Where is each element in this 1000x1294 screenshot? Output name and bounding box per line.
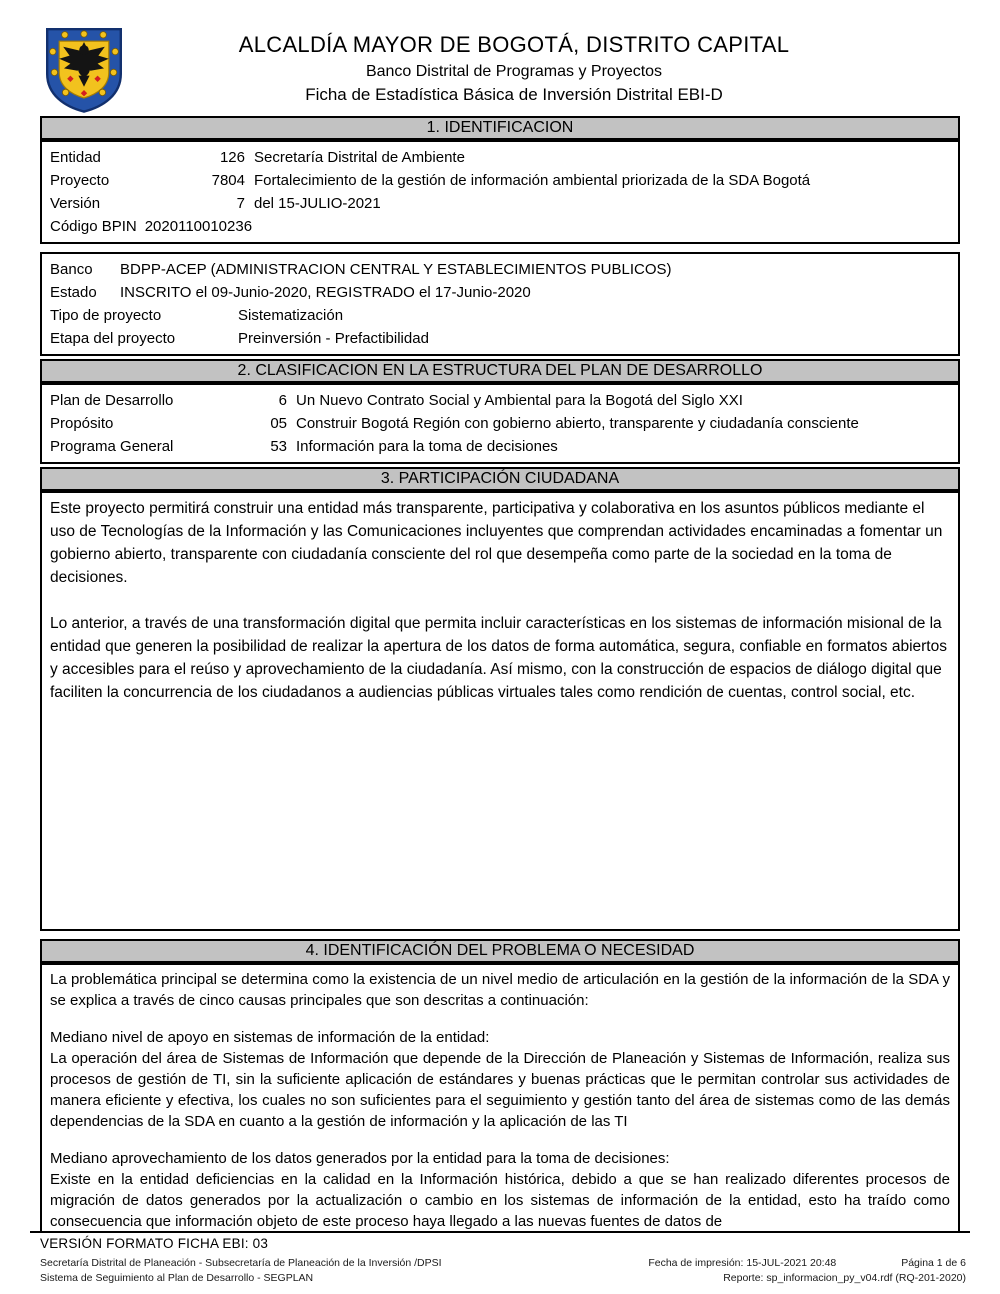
section-4-header: 4. IDENTIFICACIÓN DEL PROBLEMA O NECESIDAD	[40, 939, 960, 963]
classification-box	[40, 383, 960, 464]
cause-1-title: Mediano nivel de apoyo en sistemas de información de la entidad:	[50, 1029, 490, 1046]
section-1-header: 1. IDENTIFICACION	[40, 116, 960, 140]
programa-general-label: Programa General	[50, 438, 174, 455]
banco-row	[50, 258, 950, 281]
footer-right-block	[648, 1256, 966, 1286]
cause-1-text: La operación del área de Sistemas de Información que depende de la Dirección de Planeación y Sistemas de Información, realiza sus procesos de gestión de TI, sin la suficiente aplicación de estándares y buenas prácticas que le permitan controlar sus actividades de manera eficiente y efectiva, los cuales no son suficientes para el seguimiento y gestión tanto del área de sistemas como de las demás dependencias de la SDA en cuanto a la gestión de información y la aplicación de las TI	[50, 1050, 950, 1130]
banco-value: BDPP-ACEP (ADMINISTRACION CENTRAL Y ESTABLECIMIENTOS PUBLICOS)	[120, 261, 672, 278]
tipo-proyecto-label: Tipo de proyecto	[50, 307, 162, 324]
section-3-header: 3. PARTICIPACIÓN CIUDADANA	[40, 467, 960, 491]
footer-print-date: Fecha de impresión: 15-JUL-2021 20:48	[648, 1257, 837, 1269]
citizen-participation-box	[40, 491, 960, 931]
plan-desarrollo-label: Plan de Desarrollo	[50, 392, 174, 409]
footer-system-line: Sistema de Seguimiento al Plan de Desarrollo - SEGPLAN	[40, 1272, 314, 1284]
participation-paragraph-1: Este proyecto permitirá construir una entidad más transparente, participativa y colaborativa en los asuntos públicos mediante el uso de Tecnologías de la Información y las Comunicaciones incluyentes que comprendan actividades encaminadas a fomentar un gobierno abierto, transparente con ciudadanía consciente del rol que desempeña como parte de la sociedad en la toma de decisiones.	[50, 500, 943, 586]
document-titles	[128, 26, 960, 110]
proyecto-label: Proyecto	[50, 172, 110, 189]
problem-intro: La problemática principal se determina como la existencia de un nivel medio de articulación en la gestión de la información de la SDA y se explica a través de cinco causas principales que son descritas a continuación:	[50, 971, 950, 1009]
proyecto-value: Fortalecimiento de la gestión de información ambiental priorizada de la SDA Bogotá	[254, 172, 811, 189]
programa-general-value: Información para la toma de decisiones	[296, 438, 558, 455]
section-2-header: 2. CLASIFICACION EN LA ESTRUCTURA DEL PLAN DE DESARROLLO	[40, 359, 960, 383]
proposito-label: Propósito	[50, 415, 114, 432]
proposito-code: 05	[270, 415, 287, 432]
footer-entity-line: Secretaría Distrital de Planeación - Subsecretaría de Planeación de la Inversión /DPSI	[40, 1257, 442, 1269]
proyecto-code: 7804	[211, 172, 245, 189]
document-subtitle-1: Banco Distrital de Programas y Proyectos	[365, 63, 663, 80]
participation-paragraph-2: Lo anterior, a través de una transformación digital que permita incluir características en los sistemas de información misional de la entidad que generen la posibilidad de realizar la apertura de los datos de forma automática, segura, confiable en formatos abiertos y accesibles para el reúso y aprovechamiento de la ciudadanía. Así mismo, con la construcción de espacios de diálogo digital que faciliten la concurrencia de los ciudadanos a audiencias públicas virtuales tales como rendición de cuentas, control social, etc.	[50, 615, 947, 701]
entidad-row	[50, 146, 950, 169]
version-value: del 15-JULIO-2021	[254, 195, 381, 212]
page-footer	[30, 1231, 970, 1286]
etapa-proyecto-label: Etapa del proyecto	[50, 330, 176, 347]
plan-desarrollo-code: 6	[278, 392, 287, 409]
footer-report-name: Reporte: sp_informacion_py_v04.rdf (RQ-201-2020)	[723, 1272, 966, 1284]
bpin-label: Código BPIN	[50, 218, 137, 235]
entidad-code: 126	[219, 149, 245, 166]
document-header	[0, 0, 1000, 116]
tipo-proyecto-row	[50, 304, 950, 327]
etapa-proyecto-value: Preinversión - Prefactibilidad	[238, 330, 429, 347]
document-subtitle-2: Ficha de Estadística Básica de Inversión Distrital EBI-D	[305, 85, 723, 104]
bogota-coat-of-arms-icon	[40, 26, 128, 114]
footer-divider	[30, 1231, 970, 1233]
cause-2-text: Existe en la entidad deficiencias en la calidad en la Información histórica, debido a que se han realizado diferentes procesos de migración de datos generados por la actualización o cambio en los sistemas de información de la entidad, esto ha traído como consecuencia que información objeto de este proceso haya llegado a las nuevas fuentes de datos de	[50, 1171, 950, 1230]
proyecto-row	[50, 169, 950, 192]
version-row	[50, 192, 950, 215]
version-label: Versión	[50, 195, 101, 212]
tipo-proyecto-value: Sistematización	[238, 307, 344, 324]
proposito-row	[50, 412, 950, 435]
document-title: ALCALDÍA MAYOR DE BOGOTÁ, DISTRITO CAPITAL	[238, 32, 790, 57]
estado-label: Estado	[50, 284, 97, 301]
bpin-row	[50, 215, 950, 238]
footer-version-line: VERSIÓN FORMATO FICHA EBI: 03	[40, 1236, 269, 1251]
problem-identification-box	[40, 963, 960, 1255]
programa-general-row	[50, 435, 950, 458]
proposito-value: Construir Bogotá Región con gobierno abierto, transparente y ciudadanía consciente	[296, 415, 859, 432]
identification-box	[40, 140, 960, 244]
estado-row	[50, 281, 950, 304]
bpin-value: 2020110010236	[144, 218, 253, 235]
entidad-value: Secretaría Distrital de Ambiente	[254, 149, 465, 166]
cause-2-title: Mediano aprovechamiento de los datos generados por la entidad para la toma de decisiones:	[50, 1150, 670, 1167]
footer-page-number: Página 1 de 6	[901, 1257, 966, 1269]
etapa-proyecto-row	[50, 327, 950, 350]
plan-desarrollo-value: Un Nuevo Contrato Social y Ambiental para la Bogotá del Siglo XXI	[296, 392, 743, 409]
programa-general-code: 53	[270, 438, 287, 455]
footer-left-block	[40, 1256, 442, 1286]
plan-desarrollo-row	[50, 389, 950, 412]
entidad-label: Entidad	[50, 149, 101, 166]
bank-status-box	[40, 252, 960, 356]
banco-label: Banco	[50, 261, 93, 278]
estado-value: INSCRITO el 09-Junio-2020, REGISTRADO el 17-Junio-2020	[120, 284, 531, 301]
version-code: 7	[236, 195, 245, 212]
